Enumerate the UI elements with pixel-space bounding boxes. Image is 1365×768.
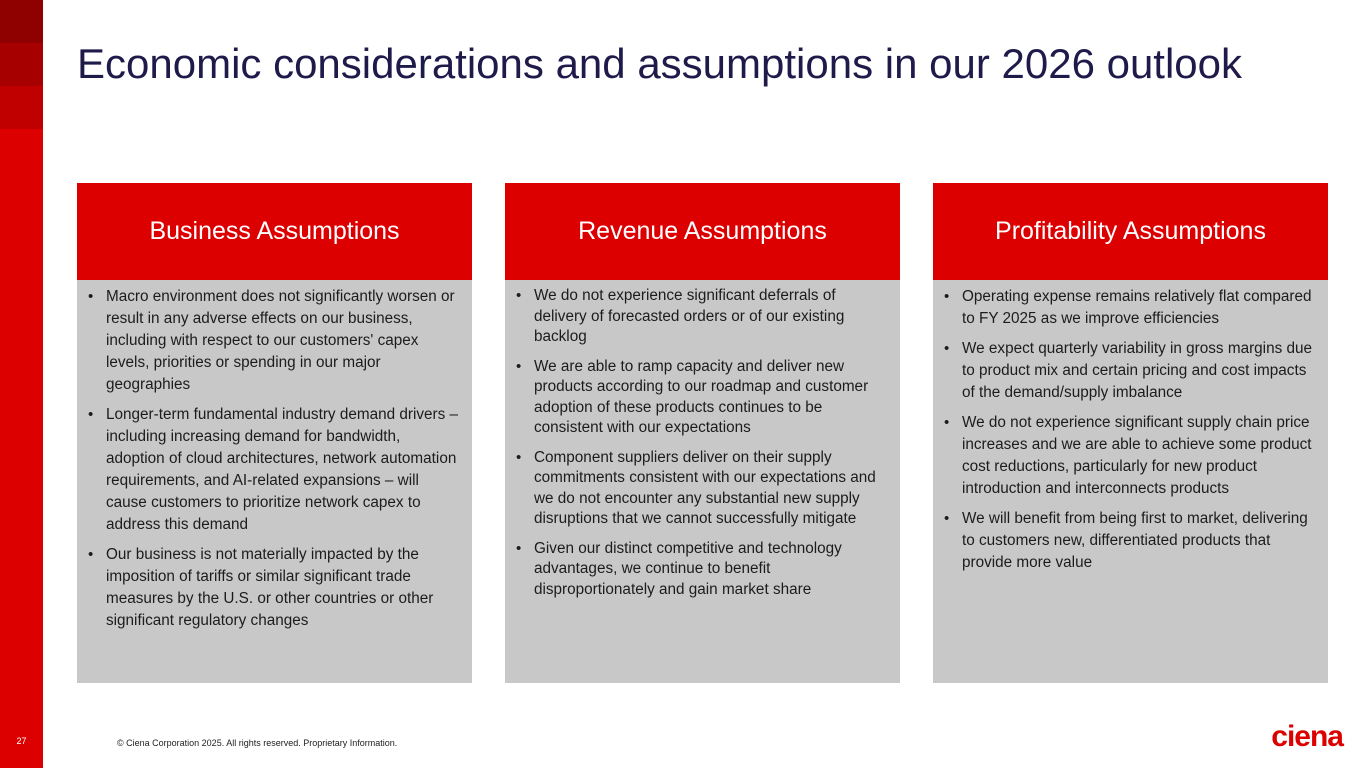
card-body xyxy=(77,280,472,632)
profitability-assumptions-card xyxy=(933,183,1328,683)
bullet-item: • We will benefit from being first to market, delivering to customers new, differentiated products that provide more value xyxy=(943,508,1318,574)
bullet-item: • We expect quarterly variability in gross margins due to product mix and certain pricing and cost impacts of the demand/supply imbalance xyxy=(943,338,1318,404)
bullet-item: • Longer-term fundamental industry demand drivers – including increasing demand for bandwidth, adoption of cloud architectures, network automation requirements, and AI-related expansions – will cause customers to prioritize network capex to address this demand xyxy=(87,404,462,536)
bullet-item: • Component suppliers deliver on their supply commitments consistent with our expectations and we do not encounter any substantial new supply disruptions that we cannot successfully mitigate xyxy=(515,448,890,530)
card-heading: Business Assumptions xyxy=(77,183,472,280)
bullet-item: • We do not experience significant deferrals of delivery of forecasted orders or of our existing backlog xyxy=(515,286,890,348)
bullet-item: • Given our distinct competitive and technology advantages, we continue to benefit disproportionately and gain market share xyxy=(515,539,890,601)
slide-title: Economic considerations and assumptions in our 2026 outlook xyxy=(77,40,1243,87)
bullet-item: • We do not experience significant supply chain price increases and we are able to achieve some product cost reductions, particularly for new product introduction and interconnects products xyxy=(943,412,1318,500)
revenue-assumptions-card xyxy=(505,183,900,683)
left-accent-bar xyxy=(0,0,43,768)
page-number: 27 xyxy=(16,736,27,746)
card-body xyxy=(933,280,1328,574)
bullet-item: • Our business is not materially impacted by the imposition of tariffs or similar significant trade measures by the U.S. or other countries or other significant regulatory changes xyxy=(87,544,462,632)
card-heading: Revenue Assumptions xyxy=(505,183,900,280)
business-assumptions-card xyxy=(77,183,472,683)
bullet-list xyxy=(515,286,890,600)
accent-block-medium xyxy=(0,43,43,86)
accent-block-light xyxy=(0,86,43,129)
card-heading: Profitability Assumptions xyxy=(933,183,1328,280)
bullet-list xyxy=(87,286,462,632)
copyright-footer: © Ciena Corporation 2025. All rights reserved. Proprietary Information. xyxy=(117,738,398,748)
bullet-item: • Operating expense remains relatively flat compared to FY 2025 as we improve efficiencies xyxy=(943,286,1318,330)
card-body xyxy=(505,280,900,600)
bullet-item: • We are able to ramp capacity and deliver new products according to our roadmap and customer adoption of these products continues to be consistent with our expectations xyxy=(515,357,890,439)
accent-block-dark xyxy=(0,0,43,43)
bullet-list xyxy=(943,286,1318,574)
bullet-item: • Macro environment does not significantly worsen or result in any adverse effects on our business, including with respect to our customers' capex levels, priorities or spending in our major geographies xyxy=(87,286,462,396)
ciena-logo: ciena xyxy=(1271,720,1343,753)
